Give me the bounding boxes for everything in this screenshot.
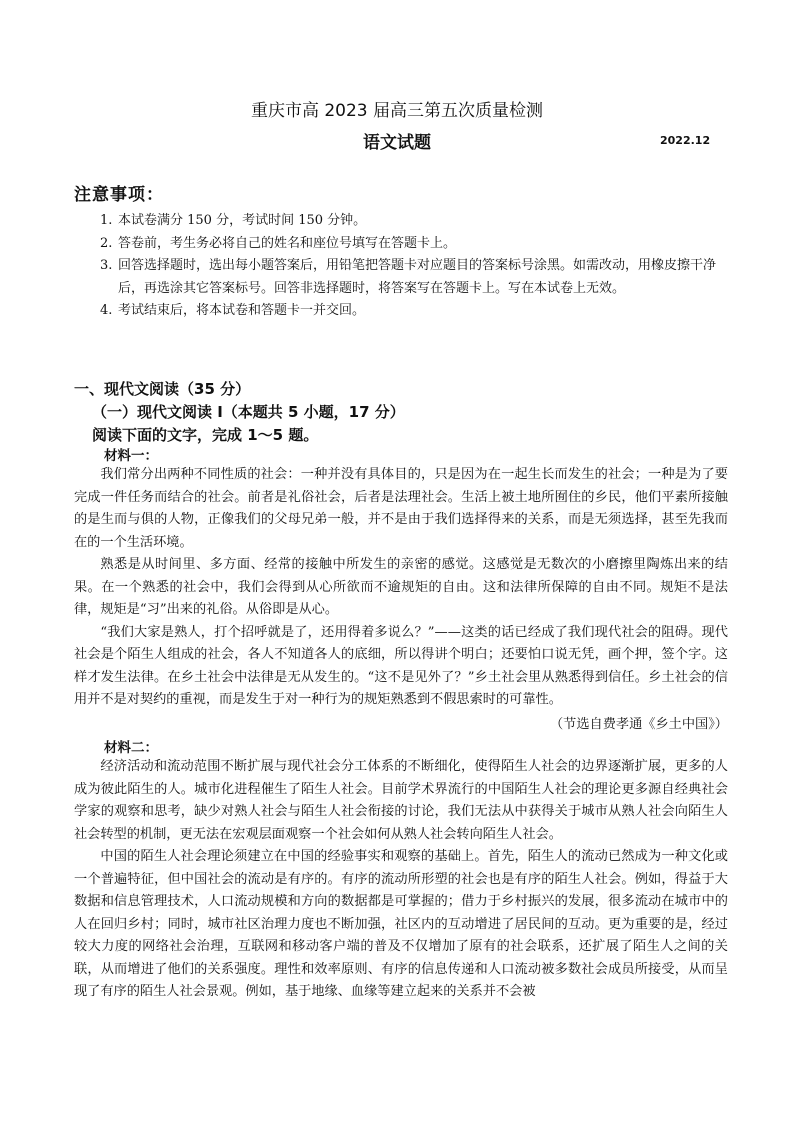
material2-passage [74, 756, 728, 1004]
exam-title: 重庆市高 2023 届高三第五次质量检测 [250, 101, 544, 121]
subject-title: 语文试题 [363, 133, 431, 153]
notice-item [100, 210, 740, 233]
notice-item-number: 4. [100, 303, 113, 318]
notice-item-text: 本试卷满分 150 分，考试时间 150 分钟。 [118, 213, 367, 228]
notice-item-number: 1. [100, 213, 113, 228]
notice-list [100, 210, 740, 323]
section-heading: 一、现代文阅读（35 分） [74, 380, 251, 398]
material2-label: 材料二： [104, 740, 158, 756]
notice-item [100, 255, 740, 300]
exam-date: 2022.12 [660, 134, 711, 147]
notice-title: 注意事项： [74, 185, 164, 205]
paragraph: 经济活动和流动范围不断扩展与现代社会分工体系的不断细化，使得陌生人社会的边界逐渐扩展，更多的人成为彼此陌生的人。城市化进程催生了陌生人社会。目前学术界流行的中国陌生人社会的理论更多源自经典社会学家的观察和思考，缺少对熟人社会与陌生人社会衔接的讨论，我们无法从中获得关于城市从熟人社会向陌生人社会转型的机制，更无法在宏观层面观察一个社会如何从熟人社会转向陌生人社会。 [74, 759, 728, 842]
notice-item [100, 300, 740, 323]
material1-passage [74, 464, 728, 712]
material1-source: （节选自费孝通《乡土中国》） [549, 717, 728, 732]
notice-item-text: 答卷前，考生务必将自己的姓名和座位号填写在答题卡上。 [118, 235, 457, 251]
notice-item-number: 3. [100, 258, 113, 273]
notice-item [100, 233, 740, 256]
material1-label: 材料一： [104, 448, 158, 464]
notice-item-text: 考试结束后，将本试卷和答题卡一并交回。 [118, 303, 366, 318]
reading-instruction: 阅读下面的文字，完成 1～5 题。 [92, 426, 319, 444]
paragraph: 熟悉是从时间里、多方面、经常的接触中所发生的亲密的感觉。这感觉是无数次的小磨擦里陶炼出来的结果。在一个熟悉的社会中，我们会得到从心所欲而不逾规矩的自由。这和法律所保障的自由不同。规矩不是法律，规矩是“习”出来的礼俗。从俗即是从心。 [74, 557, 728, 617]
notice-item-text: 回答选择题时，选出每小题答案后，用铅笔把答题卡对应题目的答案标号涂黑。如需改动，用橡皮擦干净后，再选涂其它答案标号。回答非选择题时，将答案写在答题卡上。写在本试卷上无效。 [118, 258, 717, 296]
section-subheading: （一）现代文阅读 I（本题共 5 小题，17 分） [92, 403, 405, 421]
notice-item-number: 2. [100, 235, 113, 251]
paragraph: 中国的陌生人社会理论须建立在中国的经验事实和观察的基础上。首先，陌生人的流动已然成为一种文化或一个普遍特征，但中国社会的流动是有序的。有序的流动所形塑的社会也是有序的陌生人社会。例如，得益于大数据和信息管理技术，人口流动规模和方向的数据都是可掌握的；借力于乡村振兴的发展，很多流动在城市中的人在回归乡村；同时，城市社区治理力度也不断加强，社区内的互动增进了居民间的互动。更为重要的是，经过较大力度的网络社会治理，互联网和移动客户端的普及不仅增加了原有的社会联系，还扩展了陌生人之间的关联，从而增进了他们的关系强度。理性和效率原则、有序的信息传递和人口流动被多数社会成员所接受，从而呈现了有序的陌生人社会景观。例如，基于地缘、血缘等建立起来的关系并不会被 [74, 849, 728, 999]
paragraph: “我们大家是熟人，打个招呼就是了，还用得着多说么？”——这类的话已经成了我们现代社会的阻碍。现代社会是个陌生人组成的社会，各人不知道各人的底细，所以得讲个明白；还要怕口说无凭，画个押，签个字。这样才发生法律。在乡土社会中法律是无从发生的。“这不是见外了？”乡土社会里从熟悉得到信任。乡土社会的信用并不是对契约的重视，而是发生于对一种行为的规矩熟悉到不假思索时的可靠性。 [74, 624, 728, 707]
paragraph: 我们常分出两种不同性质的社会：一种并没有具体目的，只是因为在一起生长而发生的社会；一种是为了要完成一件任务而结合的社会。前者是礼俗社会，后者是法理社会。生活上被土地所囿住的乡民，他们平素所接触的是生而与俱的人物，正像我们的父母兄弟一般，并不是由于我们选择得来的关系，而是无须选择，甚至先我而在的一个生活环境。 [74, 467, 728, 550]
